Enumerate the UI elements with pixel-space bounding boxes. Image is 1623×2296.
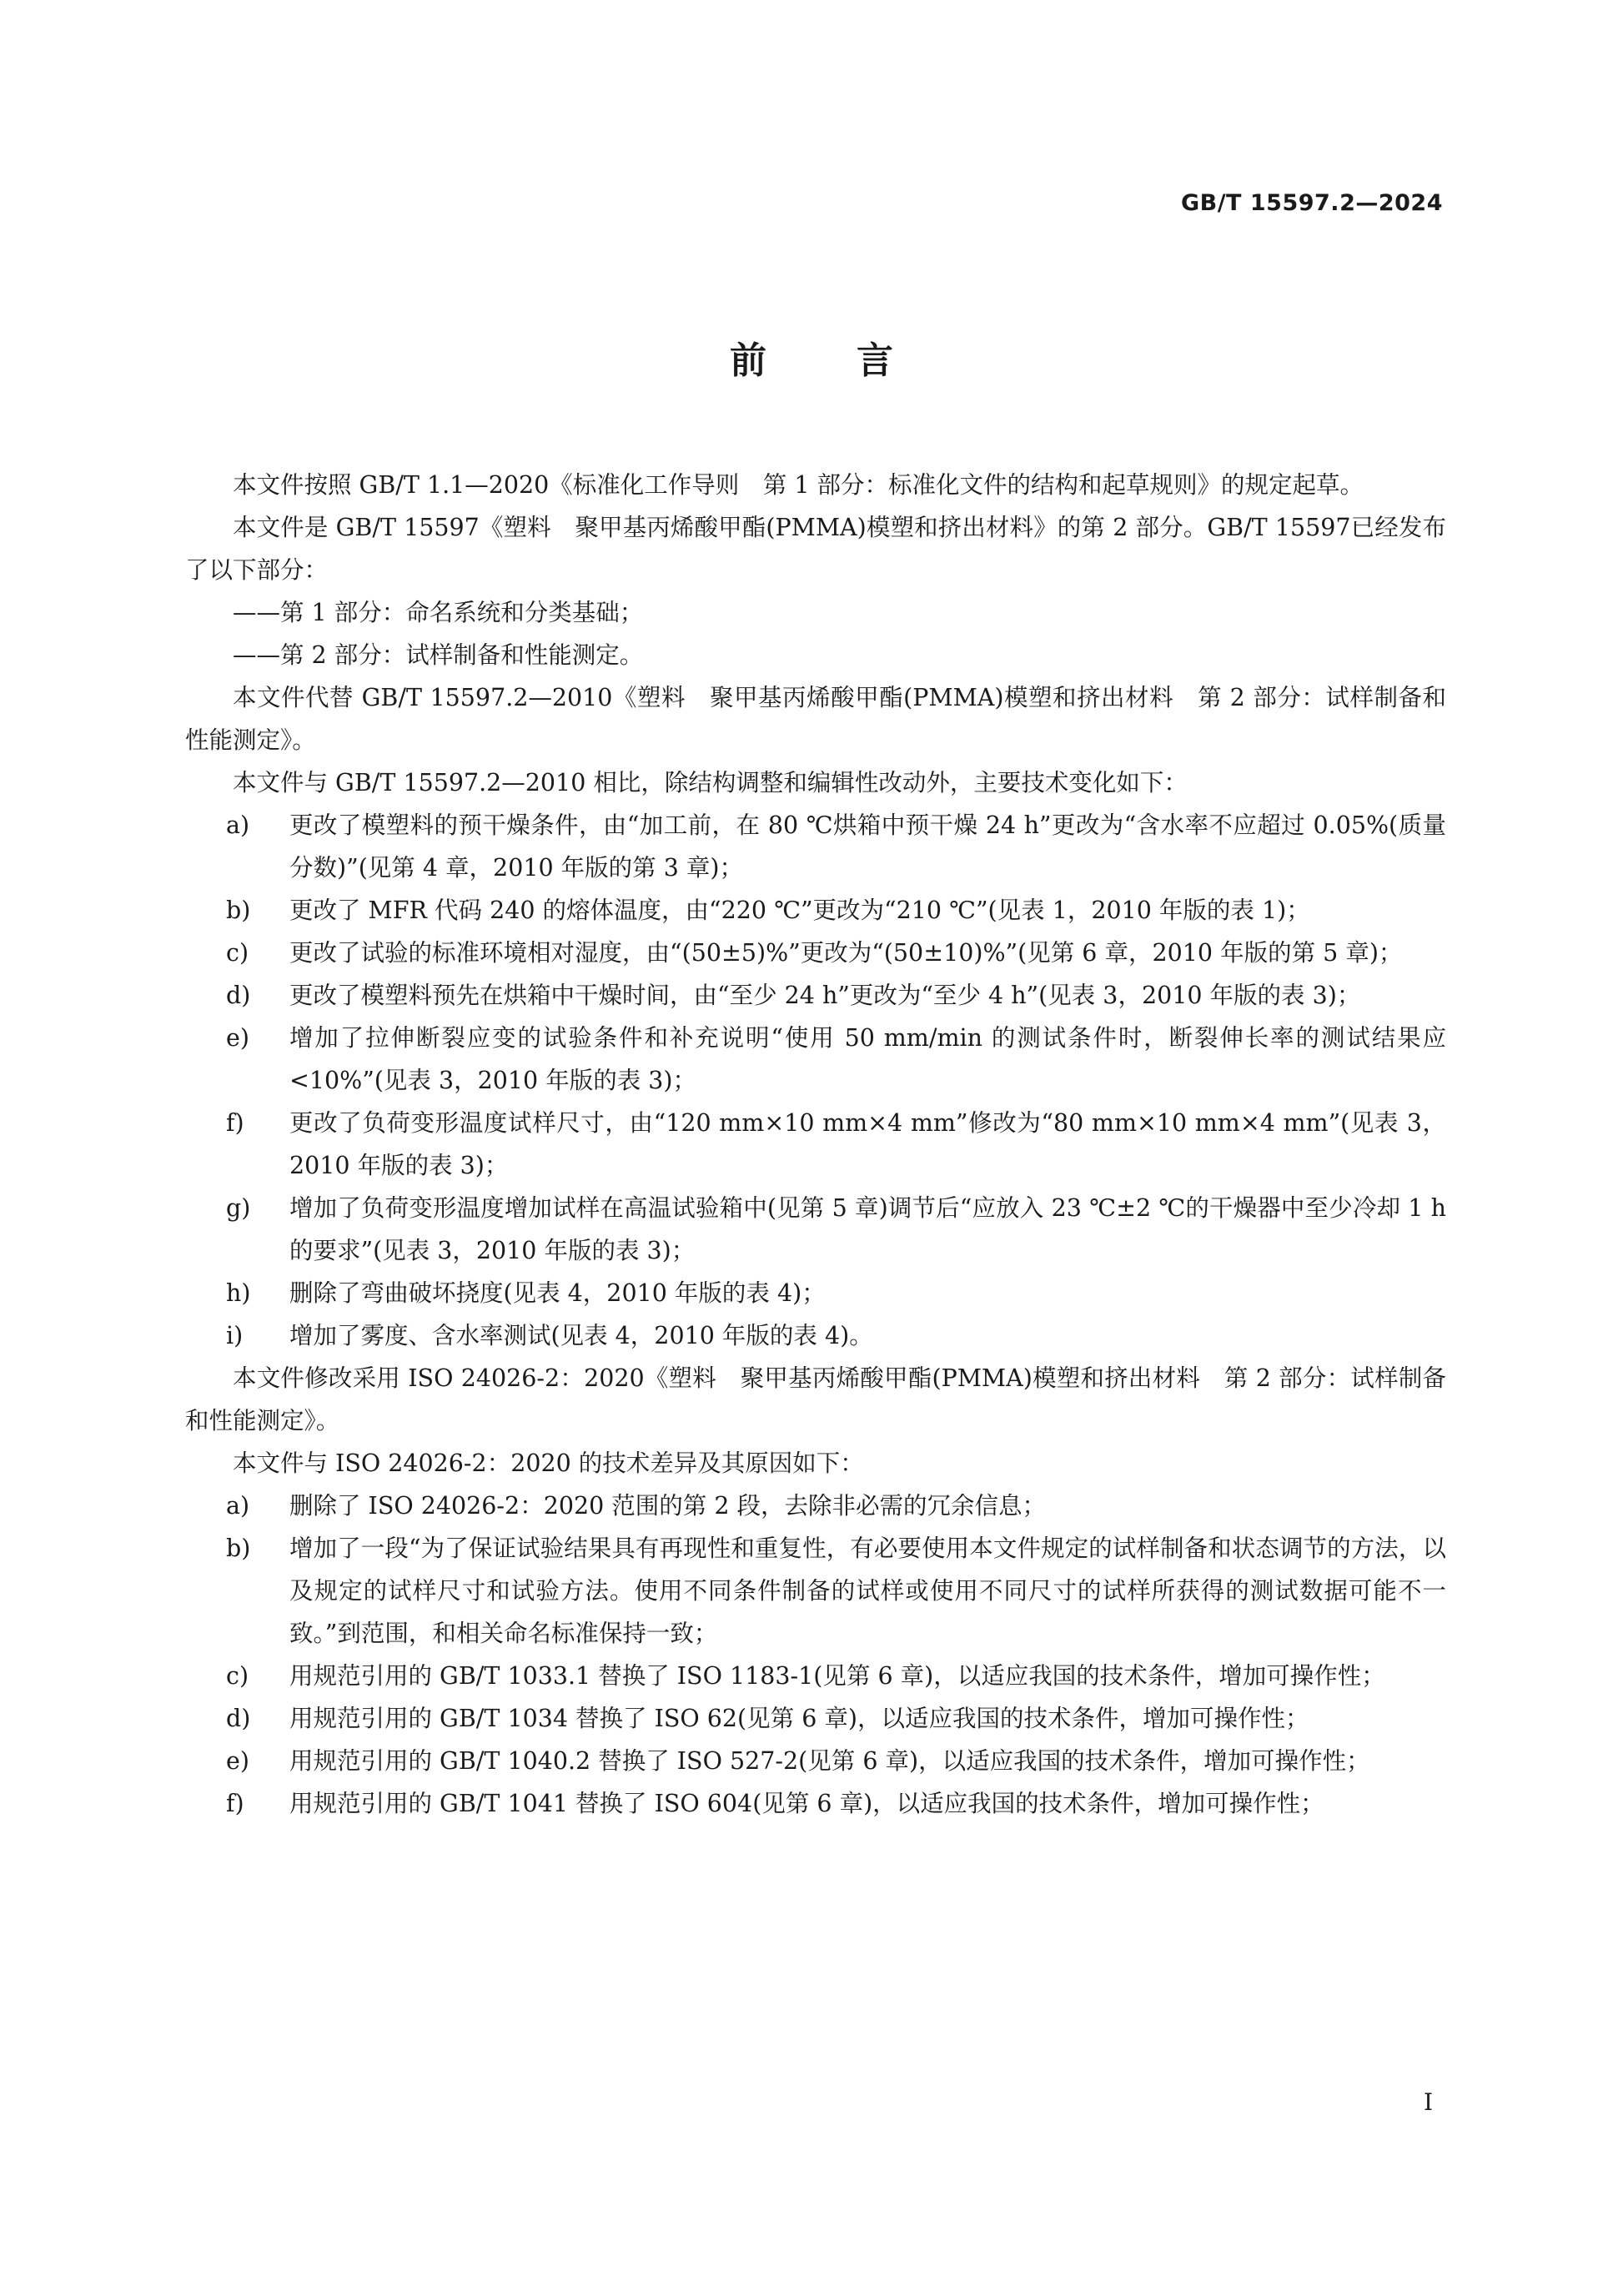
- list-item-text: 用规范引用的 GB/T 1041 替换了 ISO 604(见第 6 章)，以适应我国的技术条件，增加可操作性；: [289, 1790, 1324, 1817]
- list-item-text: 删除了弯曲破坏挠度(见表 4，2010 年版的表 4)；: [289, 1279, 826, 1307]
- paragraph-differences-intro: 本文件与 ISO 24026-2：2020 的技术差异及其原因如下：: [233, 1449, 864, 1477]
- list-item: [226, 974, 1446, 1017]
- list-item: [226, 889, 1446, 932]
- list-item: [226, 1187, 1446, 1272]
- list-item-text: 删除了 ISO 24026-2：2020 范围的第 2 段，去除非必需的冗余信息；: [289, 1492, 1047, 1520]
- list-item-mark: e): [226, 1024, 249, 1052]
- list-item: [226, 1485, 1446, 1527]
- list-item-mark: a): [226, 1492, 250, 1520]
- list-item: [226, 1527, 1446, 1655]
- list-item-mark: c): [226, 1662, 249, 1690]
- list-item: [226, 804, 1446, 889]
- list-item: [226, 1697, 1446, 1740]
- list-item-text: 增加了一段“为了保证试验结果具有再现性和重复性，有必要使用本文件规定的试样制备和状态调节的方法，以及规定的试样尺寸和试验方法。使用不同条件制备的试样或使用不同尺寸的试样所获得的测试数据可能不一致。”到范围，和相关命名标准保持一致；: [289, 1535, 1446, 1647]
- list-item: [226, 1655, 1446, 1697]
- list-item: [226, 1017, 1446, 1102]
- differences-list: [185, 1485, 1446, 1825]
- list-item-text: 更改了模塑料的预干燥条件，由“加工前，在 80 ℃烘箱中预干燥 24 h”更改为“含水率不应超过 0.05%(质量分数)”(见第 4 章，2010 年版的第 3 章)；: [289, 811, 1446, 882]
- list-item-mark: f): [226, 1109, 244, 1137]
- page-number: I: [1423, 2088, 1433, 2116]
- list-item-text: 更改了 MFR 代码 240 的熔体温度，由“220 ℃”更改为“210 ℃”(见表 1，2010 年版的表 1)；: [289, 897, 1310, 924]
- list-item-mark: e): [226, 1747, 249, 1775]
- list-item-text: 增加了雾度、含水率测试(见表 4，2010 年版的表 4)。: [289, 1322, 873, 1349]
- list-item-mark: a): [226, 811, 250, 839]
- list-item-text: 用规范引用的 GB/T 1033.1 替换了 ISO 1183-1(见第 6 章)，以适应我国的技术条件，增加可操作性；: [289, 1662, 1385, 1690]
- list-item: [226, 1314, 1446, 1357]
- list-item-mark: c): [226, 939, 249, 967]
- list-item-mark: d): [226, 1705, 251, 1732]
- document-body: [185, 464, 1446, 1825]
- list-item: [226, 932, 1446, 974]
- list-item-text: 更改了负荷变形温度试样尺寸，由“120 mm×10 mm×4 mm”修改为“80 mm×10 mm×4 mm”(见表 3，2010 年版的表 3)；: [289, 1109, 1446, 1179]
- part-list-item: ——第 1 部分：命名系统和分类基础；: [233, 599, 644, 626]
- paragraph-series-parts: 本文件是 GB/T 15597《塑料 聚甲基丙烯酸甲酯(PMMA)模塑和挤出材料》的第 2 部分。GB/T 15597已经发布了以下部分：: [185, 514, 1446, 584]
- list-item-mark: f): [226, 1790, 244, 1817]
- list-item: [226, 1740, 1446, 1782]
- list-item: [226, 1102, 1446, 1187]
- list-item-text: 用规范引用的 GB/T 1040.2 替换了 ISO 527-2(见第 6 章)，以适应我国的技术条件，增加可操作性；: [289, 1747, 1370, 1775]
- list-item-text: 增加了拉伸断裂应变的试验条件和补充说明“使用 50 mm/min 的测试条件时，断裂伸长率的测试结果应<10%”(见表 3，2010 年版的表 3)；: [289, 1024, 1446, 1094]
- changes-list: [185, 804, 1446, 1357]
- page-title: 前言: [730, 339, 983, 382]
- list-item-mark: b): [226, 1535, 251, 1562]
- list-item: [226, 1272, 1446, 1314]
- paragraph-replaces: 本文件代替 GB/T 15597.2—2010《塑料 聚甲基丙烯酸甲酯(PMMA)模塑和挤出材料 第 2 部分：试样制备和性能测定》。: [185, 684, 1446, 754]
- paragraph-drafting-rules: 本文件按照 GB/T 1.1—2020《标准化工作导则 第 1 部分：标准化文件的结构和起草规则》的规定起草。: [233, 471, 1364, 499]
- list-item-text: 更改了模塑料预先在烘箱中干燥时间，由“至少 24 h”更改为“至少 4 h”(见表 3，2010 年版的表 3)；: [289, 982, 1361, 1009]
- list-item: [226, 1782, 1446, 1825]
- list-item-mark: b): [226, 897, 251, 924]
- paragraph-changes-intro: 本文件与 GB/T 15597.2—2010 相比，除结构调整和编辑性改动外，主要技术变化如下：: [233, 769, 1188, 796]
- standard-code: GB/T 15597.2—2024: [1180, 190, 1443, 216]
- list-item-mark: h): [226, 1279, 251, 1307]
- list-item-text: 增加了负荷变形温度增加试样在高温试验箱中(见第 5 章)调节后“应放入 23 ℃±2 ℃的干燥器中至少冷却 1 h 的要求”(见表 3，2010 年版的表 3)；: [289, 1194, 1446, 1264]
- list-item-mark: d): [226, 982, 251, 1009]
- list-item-text: 更改了试验的标准环境相对湿度，由“(50±5)%”更改为“(50±10)%”(见第 6 章，2010 年版的第 5 章)；: [289, 939, 1403, 967]
- part-list-item: ——第 2 部分：试样制备和性能测定。: [233, 641, 644, 669]
- paragraph-adoption: 本文件修改采用 ISO 24026-2：2020《塑料 聚甲基丙烯酸甲酯(PMMA)模塑和挤出材料 第 2 部分：试样制备和性能测定》。: [185, 1364, 1446, 1434]
- list-item-mark: i): [226, 1322, 244, 1349]
- list-item-mark: g): [226, 1194, 251, 1222]
- list-item-text: 用规范引用的 GB/T 1034 替换了 ISO 62(见第 6 章)，以适应我国的技术条件，增加可操作性；: [289, 1705, 1309, 1732]
